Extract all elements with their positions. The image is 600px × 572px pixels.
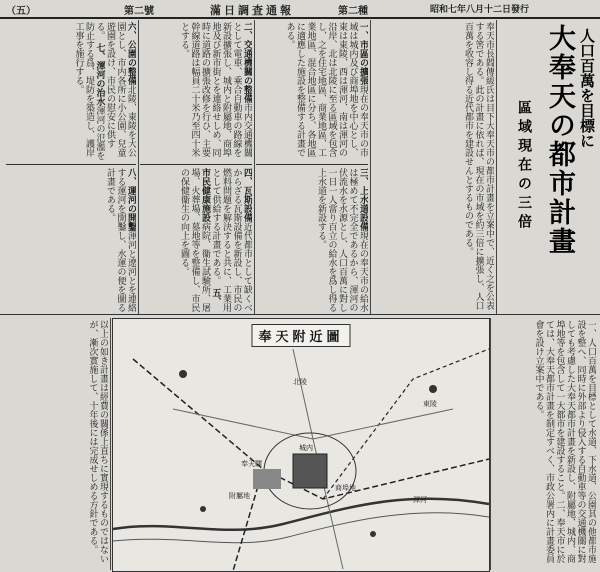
map-label-beiling: 北陵 bbox=[293, 378, 307, 386]
article-closing: 以上の如き計畫は經費の關係上直ちに實現するものではないが、漸次實施して、十年後には完成せしめる方針である。 bbox=[87, 320, 108, 563]
article-section-6 bbox=[6, 22, 136, 162]
article-section-1 bbox=[256, 22, 368, 162]
section-3-title: 三、上水道設備 bbox=[358, 168, 368, 231]
railway-line bbox=[323, 349, 489, 499]
column-rule bbox=[370, 20, 371, 314]
paper-name: 滿日調査通報 bbox=[210, 4, 294, 17]
section-divider bbox=[256, 164, 368, 165]
walled-city bbox=[293, 454, 327, 488]
page-number: （五） bbox=[6, 6, 36, 17]
map-label-dongling: 東陵 bbox=[423, 400, 437, 408]
headline-sub: 人口百萬を目標に bbox=[578, 28, 596, 148]
section-6-title: 六、公園の整備 bbox=[126, 22, 136, 85]
river-line bbox=[113, 499, 489, 530]
article-section-4 bbox=[140, 168, 252, 312]
map-title: 奉天附近圖 bbox=[251, 324, 350, 347]
article-section-2 bbox=[140, 22, 252, 162]
column-rule bbox=[490, 318, 491, 570]
column-rule bbox=[110, 318, 111, 570]
settlement-dot bbox=[370, 531, 376, 537]
page-divider bbox=[0, 314, 600, 315]
map-figure bbox=[112, 318, 490, 572]
section-2-body: 市内交通機關として電車、乘合自動車の路線を新設擴張し、城内と附屬地、商埠地及び新市街とを連絡せしめ、同時に道路の擴張改修を行ひ、主要幹線道路は幅員二十米乃至四十米とする。 bbox=[179, 22, 252, 157]
section-1-body: 現在の奉天市の市域は城内及び商埠地を中心とし、東は東陵、西は渾河、南は渾河の沿岸、北は北陵に至る區域を包含し、之を住宅地區、商業地區、工業地區、混合地區に分ち、各地區に適應した施設を整備する計畫である。 bbox=[284, 22, 368, 157]
article-section-8 bbox=[6, 168, 136, 312]
section-4-body: 近代都市として缺くべからざる瓦斯設備を新設し、市民の燃料問題を解決すると共に、工業用として供給する計畫である。 bbox=[210, 168, 252, 312]
section-6-body: 北陵、東陵を大公園とし、市内各所に小公園、兒童遊園を設け、市民の慰安に供する。 bbox=[94, 22, 136, 157]
headline-deck: 區域現在の三倍 bbox=[516, 100, 532, 233]
page-header bbox=[0, 0, 600, 19]
headline-block bbox=[498, 20, 600, 312]
article-section-3 bbox=[256, 168, 368, 312]
map-label-shangbu: 商埠地 bbox=[335, 484, 356, 492]
article-lead: 一、人口百萬を目標として水道、下水道、公園其の他都市施設を整へ、同時に外部より侵入する自動車等の交通機關に對しても考慮した大奉天都市計畫を新設し、附屬地、城内、商埠地等を包含して一大都市を建設すること。二、奉天市に於ては、大奉天都市計畫を制定すべく、市政公署内に計畫委員會を設け立案中である。 bbox=[533, 320, 596, 563]
column-rule bbox=[496, 20, 497, 314]
section-2-title: 二、交通機關の整備 bbox=[242, 22, 252, 103]
road-line bbox=[173, 409, 453, 439]
map-label-river: 渾河 bbox=[413, 496, 427, 504]
section-7-title: 七、渾河の治水 bbox=[94, 42, 105, 106]
issue-date: 昭和七年八月十二日發行 bbox=[430, 5, 530, 15]
section-7-body: 渾河の氾濫を防止する爲、堤防を築造し、護岸工事を施行する。 bbox=[73, 22, 105, 160]
section-1-title: 一、市區の擴張 bbox=[358, 22, 368, 85]
article-intro: 奉天市長閻傳紱氏は目下大奉天市の都市計畫を立案中で、近く之を公表する筈である。此の計畫に依れば、現在の市域を約三倍に擴張し、人口百萬を收容し得る近代都市を建設せんとするものである。 bbox=[463, 22, 494, 310]
settlement-dot bbox=[179, 370, 187, 378]
map-label-fushudi: 附屬地 bbox=[229, 492, 250, 500]
settlement-dot bbox=[200, 506, 206, 512]
section-4-title: 四、瓦斯設備 bbox=[242, 168, 252, 222]
serial-class: 第二種 bbox=[338, 6, 368, 17]
section-8-body: 渾河と遼河とを連絡する運河を開鑿し、水運の便を圖る計畫である。 bbox=[105, 168, 136, 312]
railway-zone bbox=[253, 469, 281, 489]
column-rule bbox=[254, 20, 255, 314]
section-8-title: 八、運河の開鑿 bbox=[126, 168, 136, 231]
section-3-body: 現在の奉天市の給水は極めて不完全であるから、渾河の伏流水を水源とし、人口百萬に對し一日一人當り百立の給水を爲し得る上水道を新設する。 bbox=[316, 168, 368, 312]
map-label-chengnei: 城内 bbox=[299, 444, 313, 452]
section-5-title: 五、市民健康施設 bbox=[200, 168, 221, 306]
settlement-dot bbox=[429, 385, 437, 393]
column-rule bbox=[138, 20, 139, 314]
map-label-station: 奉天驛 bbox=[241, 460, 262, 468]
headline-main: 大奉天の都市計畫 bbox=[544, 24, 575, 256]
section-divider bbox=[140, 164, 252, 165]
section-divider bbox=[6, 164, 136, 165]
section-5-body: 病院、衞生試驗所、屠場、火葬場、墓地等を整備し、市民の保健衞生の向上を圖る。 bbox=[179, 168, 210, 312]
issue-number: 第二號 bbox=[124, 6, 154, 17]
